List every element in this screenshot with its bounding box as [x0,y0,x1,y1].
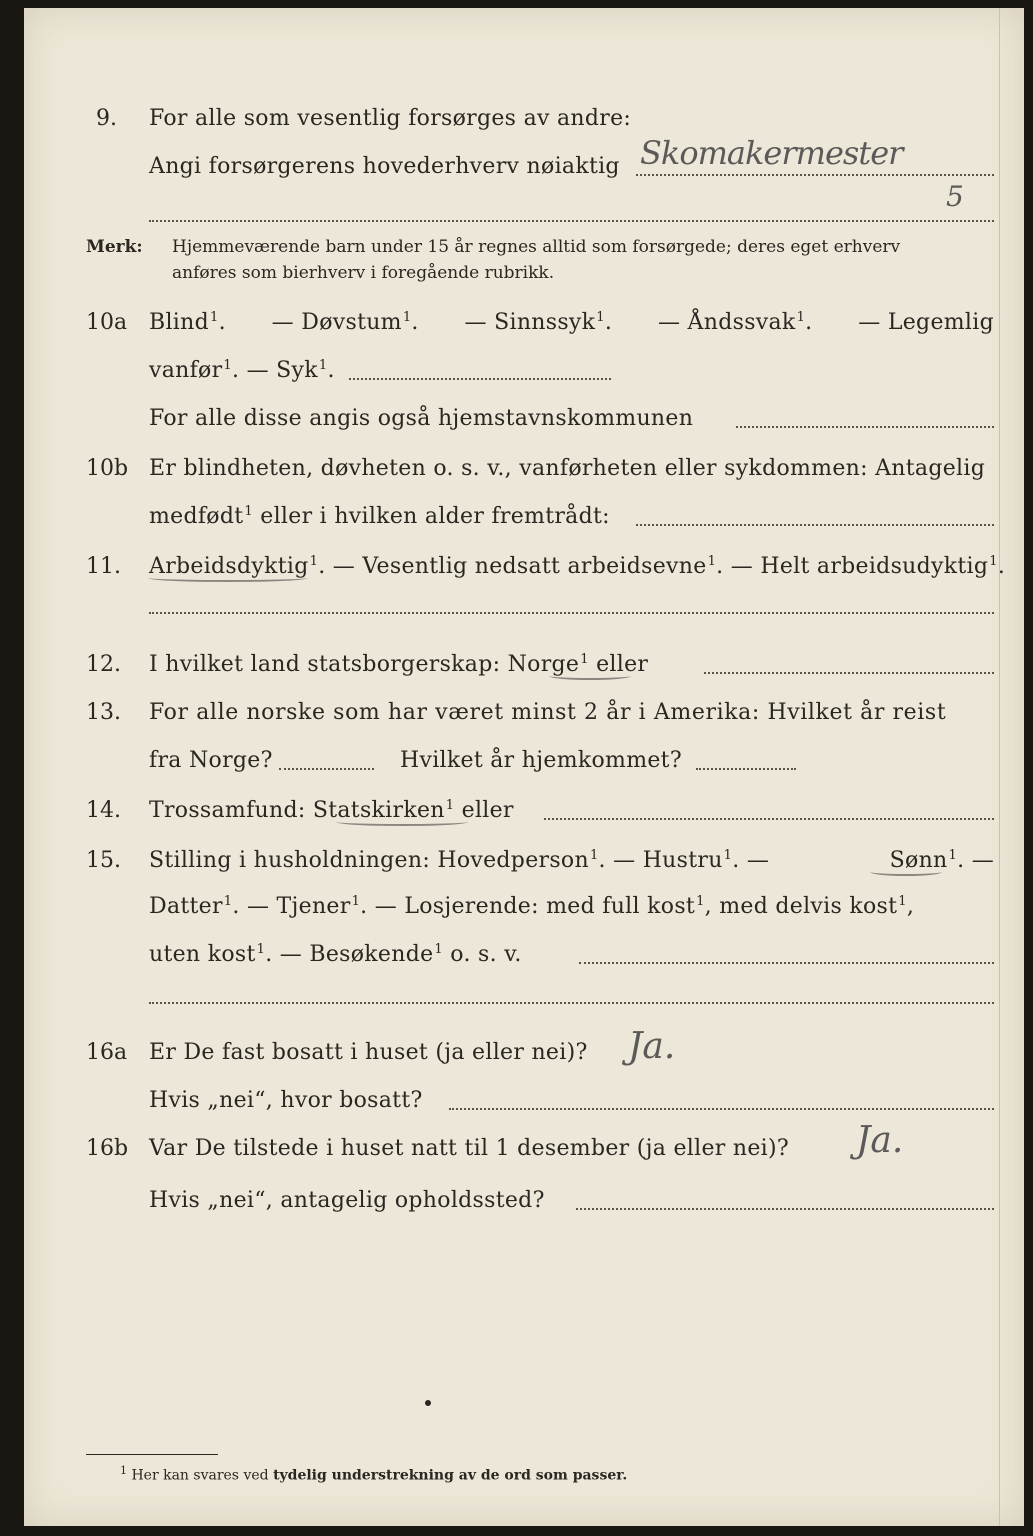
q10a-blind: Blind$^1$. [149,309,226,335]
q10a-syk-line [349,378,611,380]
q12-answer-line [704,672,994,674]
q15-number: 15. [86,848,121,873]
q10b-line1: Er blindheten, døvheten o. s. v., vanførheten eller sykdommen: Antagelig [149,456,986,481]
q14-answer-line [544,818,994,820]
q11-extra-line [149,612,994,614]
q10a-sinnssyk: — Sinnssyk$^1$. [464,309,613,335]
q10b-number: 10b [86,456,129,481]
merk-line2: anføres som bierhverv i foregående rubrikk. [172,263,555,283]
q16a-answer-handwritten: Ja. [628,1026,676,1067]
q16b-line2: Hvis „nei“, antagelig opholdssted? [149,1188,545,1213]
q10a-line1 [149,310,994,336]
q13-number: 13. [86,700,121,725]
q10a-hjemstavn-line [736,426,994,428]
q15-underline-mark [870,868,942,876]
q16a-line2: Hvis „nei“, hvor bosatt? [149,1088,423,1113]
q9-mark-handwritten: 5 [946,180,964,213]
q10b-line2: medfødt$^1$ eller i hvilken alder fremtrådt: [149,503,610,529]
q15-line1: Stilling i husholdningen: Hovedperson$^1$. — Hustru$^1$. — Sønn$^1$. — [149,847,994,873]
q13-line2b: Hvilket år hjemkommet? [400,748,682,773]
q16a-line1: Er De fast bosatt i huset (ja eller nei)? [149,1040,588,1065]
q9-answer-handwritten: Skomakermester [640,134,903,172]
q12-line: I hvilket land statsborgerskap: Norge$^1$ eller [149,651,649,677]
q15-sonn: Sønn [889,848,948,873]
q15-extra-line [149,1002,994,1004]
q16b-line1: Var De tilstede i huset natt til 1 desember (ja eller nei)? [149,1136,789,1161]
q9-answer-line [636,174,994,176]
footnote: $^1$ Her kan svares ved tydelig understrekning av de ord som passer. [120,1464,628,1484]
q10a-legemlig: — Legemlig [858,310,994,335]
q9-number: 9. [96,106,117,131]
q13-hjemkommet-line [696,768,796,770]
footnote-rule [86,1454,218,1455]
q12-number: 12. [86,652,121,677]
q10a-line3: For alle disse angis også hjemstavnskommunen [149,406,694,431]
q13-line1: For alle norske som har været minst 2 år i Amerika: Hvilket år reist [149,700,947,725]
page-edge [999,8,1000,1526]
q13-reist-line [279,768,374,770]
q15-line3: uten kost$^1$. — Besøkende$^1$ o. s. v. [149,941,522,967]
q10a-dovstum: — Døvstum$^1$. [271,309,419,335]
q16b-number: 16b [86,1136,129,1161]
q15-line2: Datter$^1$. — Tjener$^1$. — Losjerende: med full kost$^1$, med delvis kost$^1$, [149,893,915,919]
q14-number: 14. [86,798,121,823]
q11-underline-mark [148,574,308,582]
q16a-number: 16a [86,1040,128,1065]
q14-line: Trossamfund: Statskirken$^1$ eller [149,797,514,823]
q16b-answer-handwritten: Ja. [856,1120,904,1161]
q11-number: 11. [86,554,121,579]
q13-line2a: fra Norge? [149,748,273,773]
q15-answer-line [579,962,994,964]
merk-line1: Hjemmeværende barn under 15 år regnes alltid som forsørgede; deres eget erhverv [172,237,901,257]
q11-arbeidsdyktig: Arbeidsdyktig [149,554,309,579]
q9-line1: For alle som vesentlig forsørges av andre: [149,106,632,131]
q10b-answer-line [636,524,994,526]
merk-label: Merk: [86,237,143,257]
q10a-line2: vanfør$^1$. — Syk$^1$. [149,357,335,383]
census-form-page [24,8,1024,1526]
ink-dot [425,1400,431,1406]
q10a-andssvak: — Åndssvak$^1$. [657,309,813,335]
q9-line2: Angi forsørgerens hovederhverv nøiaktig [149,154,620,179]
q14-statskirken: Statskirken [312,798,445,823]
q12-norge: Norge [507,652,580,677]
q16a-answer-line [449,1108,994,1110]
q10a-number: 10a [86,310,128,335]
q12-underline-mark [549,672,631,680]
q11-line: Arbeidsdyktig$^1$. — Vesentlig nedsatt arbeidsevne$^1$. — Helt arbeidsudyktig$^1$. [149,553,1006,579]
q14-underline-mark [336,818,468,826]
q16b-answer-line [576,1208,994,1210]
q9-extra-line [149,220,994,222]
